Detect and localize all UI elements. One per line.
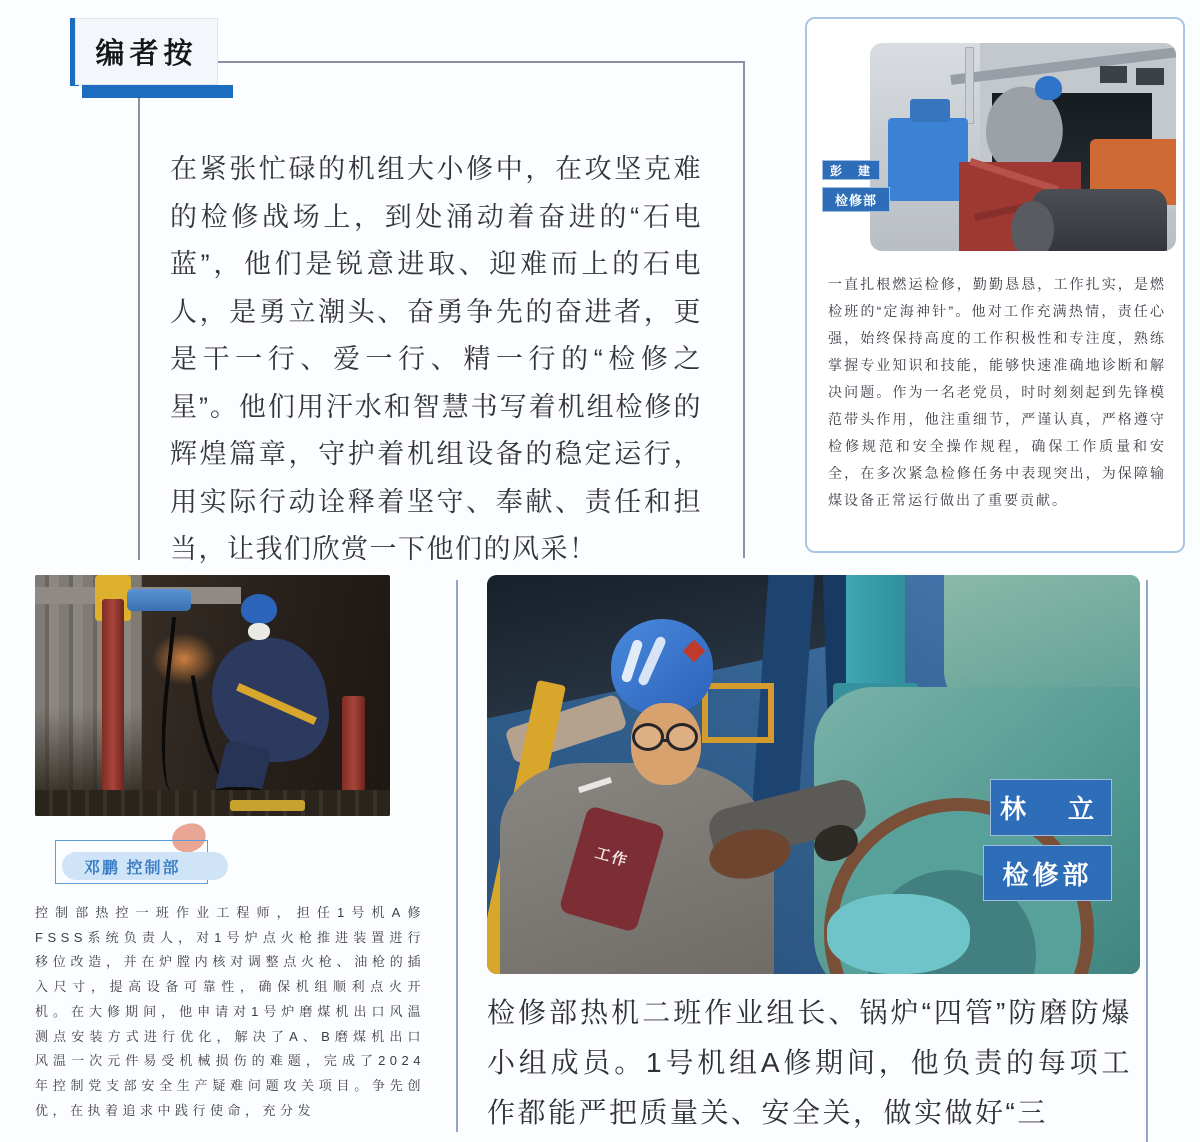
frame-line-left — [138, 96, 140, 560]
photo-dengpeng — [35, 575, 390, 816]
hard-hat — [1035, 76, 1062, 100]
factory-window — [1136, 68, 1164, 85]
blue-cylinder-tool — [127, 589, 191, 611]
glasses-lens — [632, 723, 664, 751]
frame-line-right — [743, 61, 745, 558]
blue-machine-top — [910, 99, 950, 122]
blue-machine — [888, 118, 968, 201]
glasses-lens — [666, 723, 698, 751]
editor-note-body: 在紧张忙碌的机组大小修中，在攻坚克难的检修战场上，到处涌动着奋进的“石电蓝”，他们是锐意进取、迎难而上的石电人，是勇立潮头、奋勇争先的奋进者，更是干一行、爱一行、精一行的“检修之星”。他们用汗水和智慧书写着机组检修的辉煌篇章，守护着机组设备的稳定运行，用实际行动诠释着坚守、奉献、责任和担当，让我们欣赏一下他们的风采！ — [170, 154, 702, 564]
photo-pengjian — [870, 43, 1176, 251]
factory-window — [1100, 66, 1128, 83]
motor-end-cap — [1011, 201, 1054, 251]
yellow-floor-strip — [230, 800, 305, 811]
crane-mast — [965, 47, 974, 124]
bio-dengpeng: 控制部热控一班作业工程师，担任1号机A修FSSS系统负责人，对1号炉点火枪推进装置进行移位改造，并在炉膛内核对调整点火枪、油枪的插入尺寸，提高设备可靠性，确保机组顺利点火开机。在大修期间，他申请对1号炉磨煤机出口风温测点安装方式进行优化，解决了A、B磨煤机出口风温一次元件易受机械损伤的难题，完成了2024年控制党支部安全生产疑难问题攻关项目。争先创优，在执着追求中践行使命，充分发 — [35, 905, 425, 1118]
editor-note-badge-label: 编者按 — [95, 38, 198, 70]
photo-linli — [487, 575, 1140, 974]
column-divider-left — [456, 580, 458, 1132]
teal-pipe — [846, 575, 905, 687]
column-divider-right — [1146, 580, 1148, 1142]
editor-note-badge — [75, 18, 218, 85]
badge-accent-bottom — [82, 85, 233, 98]
armband-text: 工作 — [592, 844, 631, 871]
dust-mask — [248, 623, 270, 640]
glasses-bridge — [661, 739, 669, 742]
red-pole-left — [102, 599, 123, 816]
bio-pengjian: 一直扎根燃运检修，勤勤恳恳，工作扎实，是燃检班的“定海神针”。他对工作充满热情，责任心强，始终保持高度的工作积极性和专注度，熟练掌握专业知识和技能，能够快速准确地诊断和解决问题。作为一名老党员，时时刻刻起到先锋模范带头作用，他注重细节，严谨认真，严格遵守检修规范和安全操作规程，确保工作质量和安全，在多次紧急检修任务中表现突出，为保障输煤设备正常运行做出了重要贡献。 — [828, 276, 1166, 508]
bright-teal-patch — [827, 894, 971, 974]
name-tag-pengjian: 彭 建 — [822, 160, 880, 180]
name-tag-dengpeng: 邓鹏 控制部 — [84, 860, 181, 877]
yellow-frame — [702, 683, 774, 743]
grating-floor — [35, 790, 390, 817]
frame-line-top — [218, 61, 745, 63]
dept-tag-linli: 检修部 — [983, 845, 1112, 901]
name-tag-linli: 林 立 — [990, 779, 1112, 836]
hard-hat — [241, 594, 277, 624]
profile-card-pengjian — [805, 17, 1185, 553]
dept-tag-pengjian: 检修部 — [822, 187, 890, 212]
bio-linli: 检修部热机二班作业组长、锅炉“四管”防磨防爆小组成员。1号机组A修期间，他负责的每项工作都能严把质量关、安全关，做实做好“三 — [487, 997, 1132, 1128]
